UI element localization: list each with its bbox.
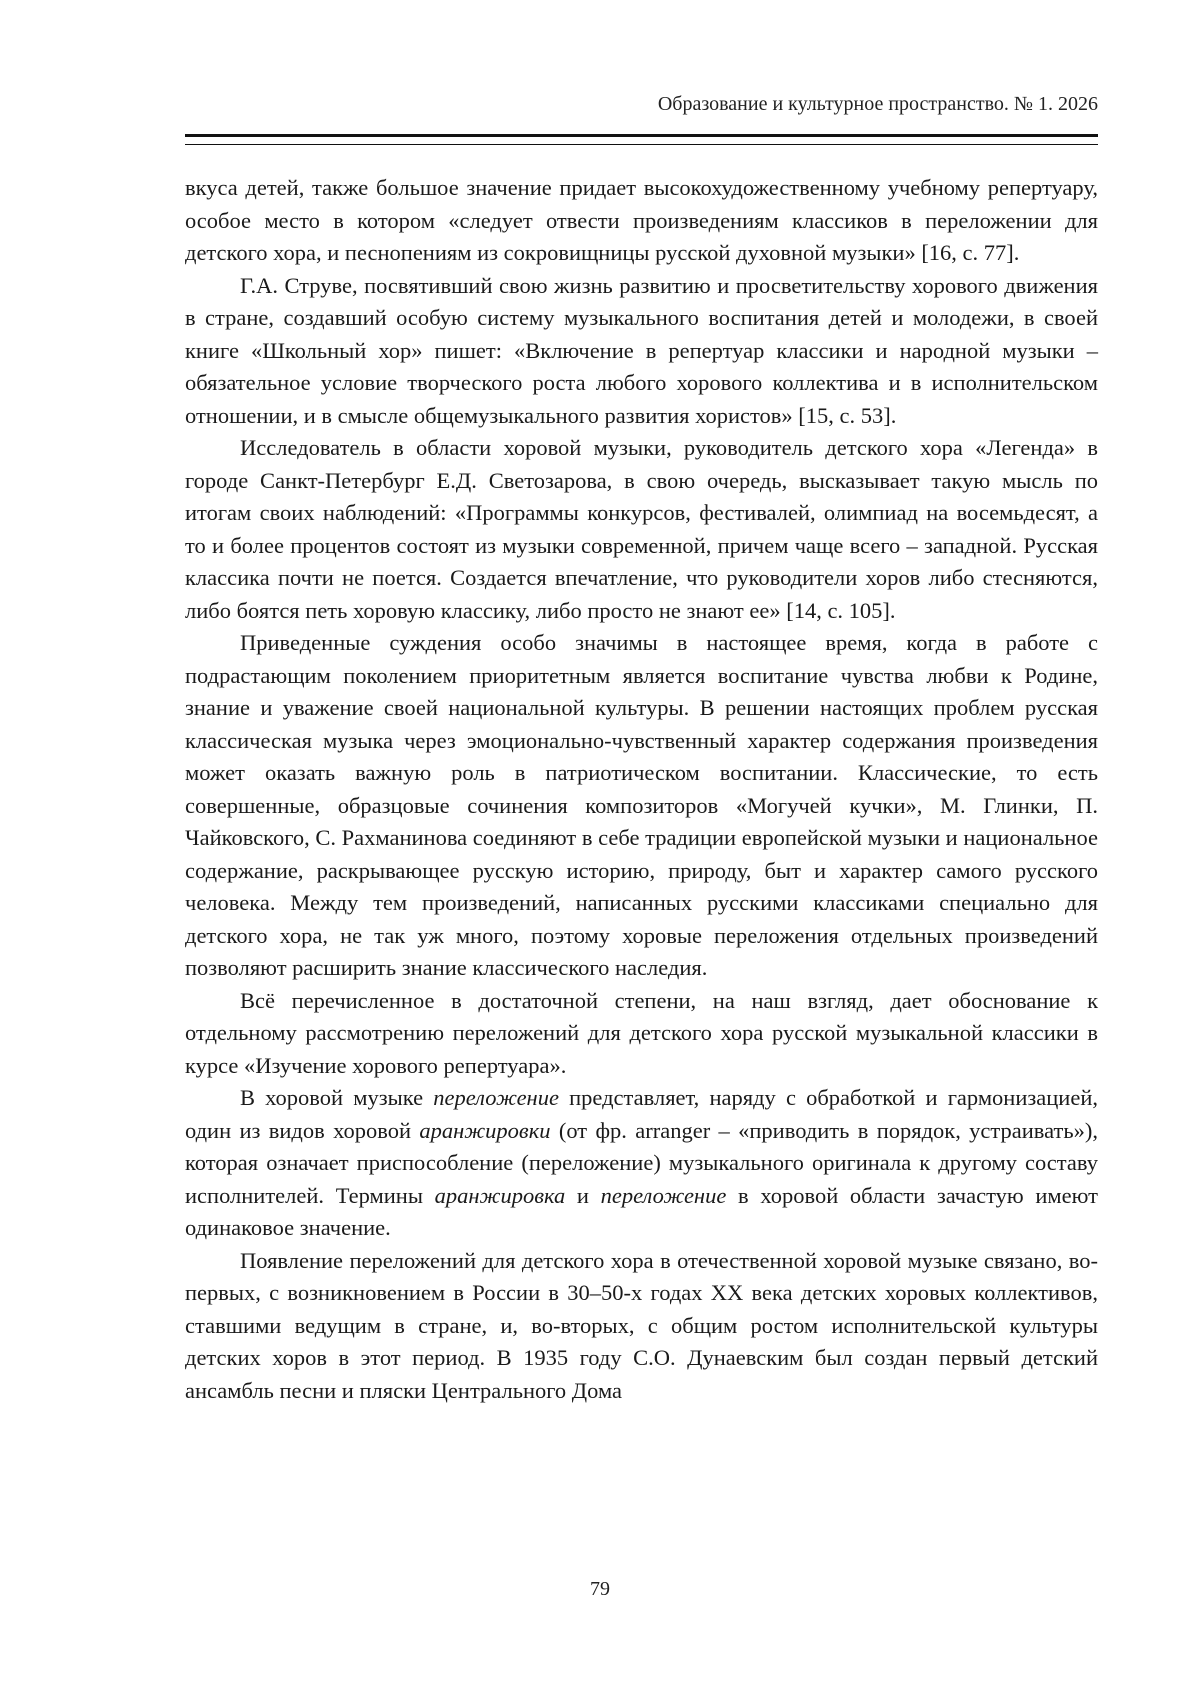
text-run: вкуса детей, также большое значение придает высокохудожественному учебному репертуару, особое место в котором «следует отвести произведениям классиков в переложении для детского хора, и песнопениям из сокровищницы русской духовной музыки» [16, с. 77].: [185, 175, 1098, 265]
text-run: (от фр. arranger – «приводить в порядок, устраивать»), которая означает приспособление (переложение) музыкального оригинала к другому составу исполнителей. Термины: [185, 1117, 1098, 1208]
text-run: представляет, наряду с обработкой и гармонизацией, один из видов хоровой: [185, 1085, 1098, 1143]
text-run: Исследователь в области хоровой музыки, руководитель детского хора «Легенда» в городе Санкт-Петербург Е.Д. Светозарова, в свою очередь, высказывает такую мысль по итогам своих наблюдений: «Программы конкурсов, фестивалей, олимпиад на восемьдесят, а то и более процентов состоят из музыки современной, причем чаще всего – западной. Русская классика почти не поется. Создается впечатление, что руководители хоров либо стесняются, либо боятся петь хоровую классику, либо просто не знают ее» [14, с. 105].: [185, 435, 1098, 623]
article-body: [185, 172, 1098, 1407]
text-run: Появление переложений для детского хора в отечественной хоровой музыке связано, во-первых, с возникновением в России в 30–50-х годах XX века детских хоровых коллективов, ставшими ведущим в стране, и, во-вторых, с общим ростом исполнительской культуры детских хоров в этот период. В 1935 году С.О. Дунаевским был создан первый детский ансамбль песни и пляски Центрального Дома: [185, 1247, 1098, 1403]
text-run: Всё перечисленное в достаточной степени, на наш взгляд, дает обоснование к отдельному рассмотрению переложений для детского хора русской музыкальной классики в курсе «Изучение хорового репертуара».: [185, 987, 1098, 1078]
paragraph-4: [185, 627, 1098, 985]
paragraph-7: [185, 1245, 1098, 1408]
paragraph-5: [185, 985, 1098, 1083]
text-run: и: [565, 1182, 601, 1208]
paragraph-1: [185, 172, 1098, 270]
paragraph-2: [185, 270, 1098, 433]
text-run: В хоровой музыке: [240, 1085, 434, 1110]
running-header: Образование и культурное пространство. № 1. 2026: [657, 93, 1098, 115]
italic-term: аранжировки: [419, 1117, 551, 1143]
text-run: Приведенные суждения особо значимы в настоящее время, когда в работе с подрастающим поколением приоритетным является воспитание чувства любви к Родине, знание и уважение своей национальной культуры. В решении настоящих проблем русская классическая музыка через эмоционально-чувственный характер содержания произведения может оказать важную роль в патриотическом воспитании. Классические, то есть совершенные, образцовые сочинения композиторов «Могучей кучки», М. Глинки, П. Чайковского, С. Рахманинова соединяют в себе традиции европейской музыки и национальное содержание, раскрывающее русскую историю, природу, быт и характер самого русского человека. Между тем произведений, написанных русскими классиками специально для детского хора, не так уж много, поэтому хоровые переложения отдельных произведений позволяют расширить знание классического наследия.: [185, 630, 1098, 980]
text-run: в хоровой области зачастую имеют одинаковое значение.: [185, 1182, 1098, 1240]
paragraph-6: [185, 1082, 1098, 1245]
italic-term: переложение: [600, 1182, 727, 1208]
page-number: 79: [590, 1578, 610, 1600]
paragraph-3: [185, 432, 1098, 627]
header-double-rule: [185, 134, 1098, 145]
text-run: Г.А. Струве, посвятивший свою жизнь развитию и просветительству хорового движения в стране, создавший особую систему музыкального воспитания детей и молодежи, в своей книге «Школьный хор» пишет: «Включение в репертуар классики и народной музыки – обязательное условие творческого роста любого хорового коллектива и в исполнительском отношении, и в смысле общемузыкального развития хористов» [15, с. 53].: [185, 272, 1098, 428]
italic-term: переложение: [433, 1085, 559, 1110]
italic-term: аранжировка: [434, 1182, 566, 1208]
